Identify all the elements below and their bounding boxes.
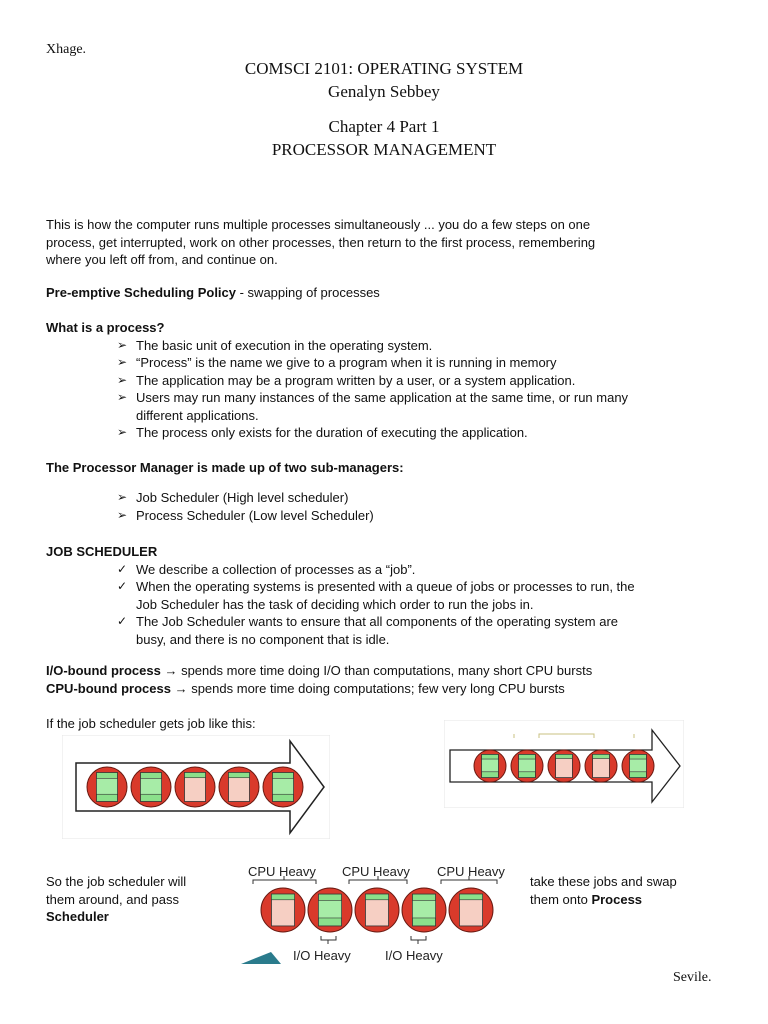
job-scheduler-heading: JOB SCHEDULER [46,544,158,559]
arrow-bullet-icon: ➢ [117,372,128,387]
arrow-bullet-icon: ➢ [117,490,128,504]
intro-line: process, get interrupted, work on other processes, then return to the first process, remembering [46,234,596,250]
arrow-bullet-icon: ➢ [117,355,128,369]
list-item [117,372,736,390]
io-job-icon [131,767,171,807]
list-item-text: different applications. [136,407,259,423]
cpu-bound-text: spends more time doing computations; few very long CPU bursts [187,680,565,696]
list-item [117,424,736,442]
swap-text-line: So the job scheduler will [46,874,187,889]
arrow-bullet-icon: ➢ [117,425,128,439]
io-job-icon [511,750,543,782]
job-scheduler-section [46,543,736,648]
cpu-job-icon [355,888,399,932]
list-item [117,389,736,424]
list-item-text: The process only exists for the duration of executing the application. [136,425,528,440]
list-item-text: Users may run many instances of the same application at the same time, or run many [136,390,629,405]
list-item [117,489,374,507]
swap-text-line: take these jobs and swap [530,874,677,889]
cpu-heavy-label: CPU Heavy [342,864,410,879]
right-arrow-icon: → [174,680,188,696]
io-bound-line [46,662,592,680]
io-bound-text: spends more time doing I/O than computations, many short CPU bursts [177,663,593,678]
title-block [0,57,768,161]
policy-term: Pre-emptive Scheduling Policy [46,285,236,300]
arrow-bullet-icon: ➢ [117,390,128,404]
arrow-bullet-icon: ➢ [117,507,128,522]
checkmark-icon: ✓ [117,561,128,576]
footer-note: Sevile. [673,970,712,985]
list-item-text: Process Scheduler (Low level Scheduler) [136,507,374,523]
swap-text-left [46,873,186,926]
list-item-text: Job Scheduler (High level scheduler) [136,490,349,505]
list-item-text: When the operating systems is presented with a queue of jobs or processes to run, the [136,579,635,594]
io-heavy-label: I/O Heavy [293,948,351,963]
cpu-heavy-label: CPU Heavy [248,864,316,879]
process-heading: What is a process? [46,320,165,335]
list-item-text: The application may be a program written by a user, or a system application. [136,372,576,388]
swap-text-line: them onto Process [530,891,643,907]
header-note: Xhage. [46,42,87,57]
cpu-bound-line [46,680,592,698]
topic-title: PROCESSOR MANAGEMENT [271,140,497,159]
cpu-job-icon [261,888,305,932]
swap-text-line: them around, and pass [46,891,179,907]
list-item-text: Job Scheduler has the task of deciding which order to run the jobs in. [136,596,534,612]
policy-line [46,284,380,302]
process-list [117,337,736,442]
list-item-text: The basic unit of execution in the operating system. [136,337,433,353]
list-item-text: busy, and there is no component that is idle. [136,631,390,647]
checkmark-icon: ✓ [117,614,128,628]
cpu-bound-term: CPU-bound process [46,680,171,696]
io-heavy-label: I/O Heavy [385,948,443,963]
job-queue-diagram-2 [444,720,684,808]
list-item [117,337,736,355]
io-bound-term: I/O-bound process [46,663,161,678]
policy-definition: - swapping of processes [236,285,380,300]
list-item [117,561,736,579]
bound-process-definitions [46,662,592,697]
job-example-lead: If the job scheduler gets job like this: [46,716,256,731]
author-name: Genalyn Sebbey [328,82,440,101]
cpu-job-icon [175,767,215,807]
job-scheduler-list [117,561,736,649]
list-item-text: The Job Scheduler wants to ensure that all components of the operating system are [136,614,618,629]
intro-line: where you left off from, and continue on. [46,252,278,267]
list-item-text: We describe a collection of processes as a “job”. [136,561,416,577]
processor-manager-heading: The Processor Manager is made up of two sub-managers: [46,460,404,475]
swap-text-line: Scheduler [46,909,109,924]
course-title: COMSCI 2101: OPERATING SYSTEM [244,59,524,78]
list-item [117,578,736,613]
list-item [117,613,736,648]
arrow-bullet-icon: ➢ [117,337,128,352]
list-item-text: “Process” is the name we give to a program when it is running in memory [136,355,557,370]
io-job-icon [308,888,352,932]
io-job-icon [87,767,127,807]
io-job-icon [263,767,303,807]
cpu-heavy-label: CPU Heavy [437,864,505,879]
process-section [46,319,736,442]
intro-line: This is how the computer runs multiple processes simultaneously ... you do a few steps on one [46,217,591,232]
cpu-job-icon [585,750,617,782]
io-job-icon [474,750,506,782]
processor-manager-list [117,489,374,524]
list-item [117,354,736,372]
chapter-title: Chapter 4 Part 1 [328,117,440,136]
cpu-io-swap-diagram [241,858,519,964]
list-item [117,507,374,525]
checkmark-icon: ✓ [117,579,128,593]
cpu-job-icon [219,767,259,807]
cpu-job-icon [548,750,580,782]
intro-paragraph [46,216,726,269]
io-job-icon [402,888,446,932]
job-queue-diagram-1 [62,735,330,839]
io-job-icon [622,750,654,782]
swap-text-right [530,873,677,908]
cpu-job-icon [449,888,493,932]
right-arrow-icon: → [164,663,178,678]
